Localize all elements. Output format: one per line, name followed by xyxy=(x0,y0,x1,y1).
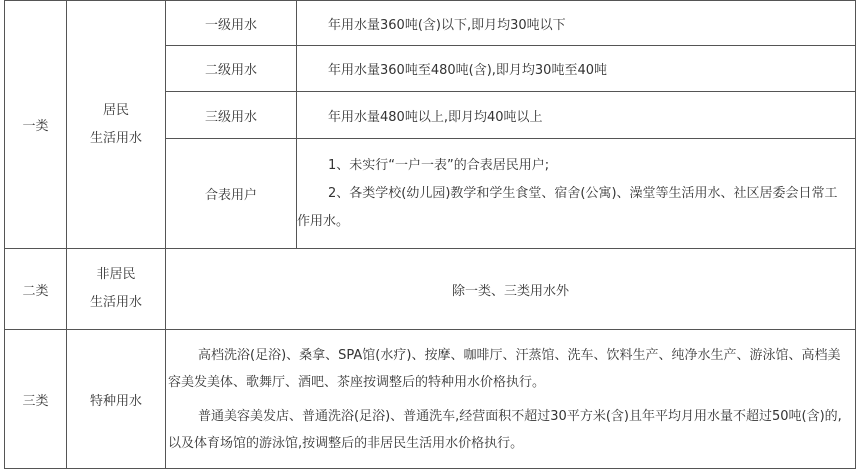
category3-para-2: 普通美容美发店、普通洗浴(足浴)、普通洗车,经营面积不超过30平方米(含)且年平均月用水量不超过50吨(含)的,以及体育场馆的游泳馆,按调整后的非居民生活用水价格执行。 xyxy=(168,408,842,451)
category2-label: 二类 xyxy=(5,249,67,330)
tier-desc xyxy=(297,1,856,46)
category3-subtype: 特种用水 xyxy=(67,330,166,469)
water-category-table xyxy=(4,0,856,469)
category2-desc: 除一类、三类用水外 xyxy=(166,249,856,330)
table-row xyxy=(5,1,856,46)
category1-sub-line2: 生活用水 xyxy=(89,130,142,146)
category3-para-1: 高档洗浴(足浴)、桑拿、SPA馆(水疗)、按摩、咖啡厅、汗蒸馆、洗车、饮料生产、纯净水生产、游泳馆、高档美容美发美体、歌舞厅、酒吧、茶座按调整后的特种用水价格执行。 xyxy=(168,347,841,390)
table-row xyxy=(5,249,856,330)
category3-label: 三类 xyxy=(5,330,67,469)
tier-name: 二级用水 xyxy=(166,46,297,92)
combined-user-label: 合表用户 xyxy=(166,139,297,249)
tier-name: 一级用水 xyxy=(166,1,297,46)
table-row xyxy=(5,330,856,469)
tier-desc xyxy=(297,92,856,139)
tier-name: 三级用水 xyxy=(166,92,297,139)
tier-desc-text: 年用水量360吨(含)以下,即月均30吨以下 xyxy=(328,17,566,33)
tier-desc xyxy=(297,46,856,92)
category1-sub-line1: 居民 xyxy=(102,102,129,118)
category1-subtype xyxy=(67,1,166,249)
category3-desc xyxy=(166,330,856,469)
category2-sub-line2: 生活用水 xyxy=(89,295,142,310)
tier-desc-text: 年用水量480吨以上,即月均40吨以上 xyxy=(328,109,543,125)
category2-subtype xyxy=(67,249,166,330)
combined-item-2: 2、各类学校(幼儿园)教学和学生食堂、宿舍(公寓)、澡堂等生活用水、社区居委会日常工作用水。 xyxy=(297,185,838,229)
category1-label: 一类 xyxy=(5,1,67,249)
category2-sub-line1: 非居民 xyxy=(96,267,136,282)
combined-item-1: 1、未实行“一户一表”的合表居民用户; xyxy=(328,157,550,173)
combined-user-desc xyxy=(297,139,856,249)
tier-desc-text: 年用水量360吨至480吨(含),即月均30吨至40吨 xyxy=(328,63,607,78)
